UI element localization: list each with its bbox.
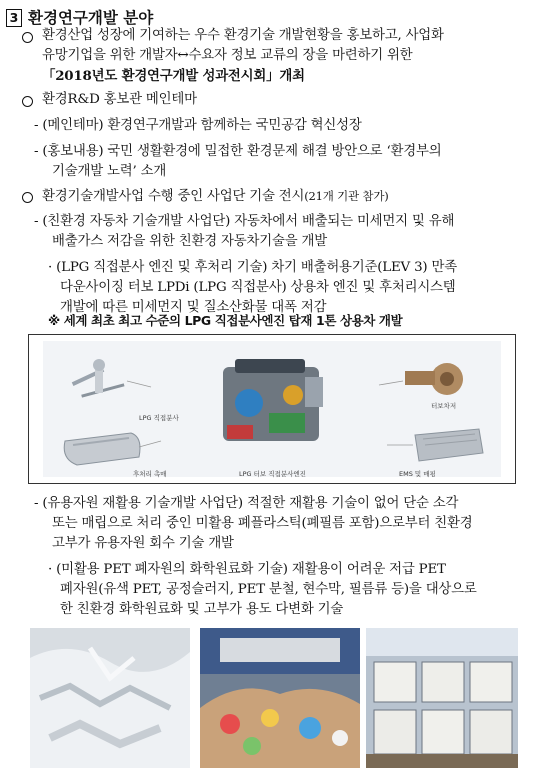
caption-catalyst: 후처리 촉매 — [133, 470, 167, 478]
ems-ecu-icon — [387, 429, 483, 461]
injector-icon — [72, 359, 151, 398]
exhibition-heading — [42, 186, 389, 207]
lpg-line-3: 개발에 따른 미세먼지 및 질소산화물 대폭 저감 — [60, 300, 327, 315]
intro-line-1: 환경산업 성장에 기여하는 우수 환경기술 개발현황을 홍보하고, 사업화 — [42, 28, 444, 43]
eco-car-line-1: - (친환경 자동차 기술개발 사업단) 자동차에서 배출되는 미세먼지 및 유해 — [34, 214, 455, 229]
ibc-tanks-photo — [366, 628, 518, 768]
lpg-note: ※ 세계 최초 최고 수준의 LPG 직접분사엔진 탑재 1톤 상용차 개발 — [48, 313, 403, 328]
recycling-line-3: 고부가 유용자원 회수 기술 개발 — [52, 536, 234, 551]
circle-bullet-icon — [22, 96, 33, 107]
eco-car-line-2: 배출가스 저감을 위한 친환경 자동차기술을 개발 — [52, 234, 327, 249]
circle-bullet-icon — [22, 192, 33, 203]
circle-bullet-icon — [22, 32, 33, 43]
catalyst-icon — [64, 433, 161, 465]
recycling-line-1: - (유용자원 재활용 기술개발 사업단) 적절한 재활용 기술이 없어 단순 소각 — [34, 496, 459, 511]
shredded-plastic-photo — [30, 628, 190, 768]
turbocharger-icon — [379, 363, 463, 395]
promo-content-line-2: 기술개발 노력’ 소개 — [52, 164, 167, 179]
caption-ems-mapping: EMS 및 매핑 — [399, 470, 436, 478]
section-header — [6, 6, 153, 28]
recycling-line-2: 또는 매립으로 처리 중인 미활용 폐플라스틱(폐필름 포함)으로부터 친환경 — [52, 516, 473, 531]
caption-lpg-turbo-engine: LPG 터보 직접분사엔진 — [239, 470, 306, 478]
caption-lpg-injection: LPG 직접분사 — [139, 414, 179, 422]
figure-panel — [43, 341, 501, 477]
lpg-line-2: 다운사이징 터보 LPDi (LPG 직접분사) 상용차 엔진 및 후처리시스템 — [60, 280, 456, 295]
pet-line-2: 폐자원(유색 PET, 공정슬러지, PET 분철, 현수막, 필름류 등)을 대상으로 — [60, 582, 477, 597]
exhibition-heading-note: (21개 기관 참가) — [304, 189, 389, 203]
intro-line-3: 「2018년도 환경연구개발 성과전시회」개최 — [42, 68, 305, 84]
caption-turbocharger: 터보차저 — [431, 402, 457, 410]
lpg-engine-figure — [28, 334, 516, 484]
lpg-line-1: · (LPG 직접분사 엔진 및 후처리 기술) 차기 배출허용기준(LEV 3) 만족 — [48, 260, 457, 275]
section-title: 환경연구개발 분야 — [28, 9, 154, 27]
exhibition-heading-text: 환경기술개발사업 수행 중인 사업단 기술 전시 — [42, 189, 305, 204]
waste-pile-photo — [200, 628, 360, 768]
pet-line-3: 한 친환경 화학원료화 및 고부가 용도 다변화 기술 — [60, 602, 344, 617]
main-theme-heading: 환경R&D 홍보관 메인테마 — [42, 92, 197, 107]
main-theme-item: - (메인테마) 환경연구개발과 함께하는 국민공감 혁신성장 — [34, 118, 362, 133]
engine-icon — [223, 359, 323, 441]
intro-line-2: 유망기업을 위한 개발자↔수요자 정보 교류의 장을 마련하기 위한 — [42, 48, 413, 63]
pet-line-1: · (미활용 PET 폐자원의 화학원료화 기술) 재활용이 어려운 저급 PET — [48, 562, 446, 577]
promo-content-line-1: - (홍보내용) 국민 생활환경에 밀접한 환경문제 해결 방안으로 ‘환경부의 — [34, 144, 442, 159]
section-number: 3 — [6, 9, 22, 27]
